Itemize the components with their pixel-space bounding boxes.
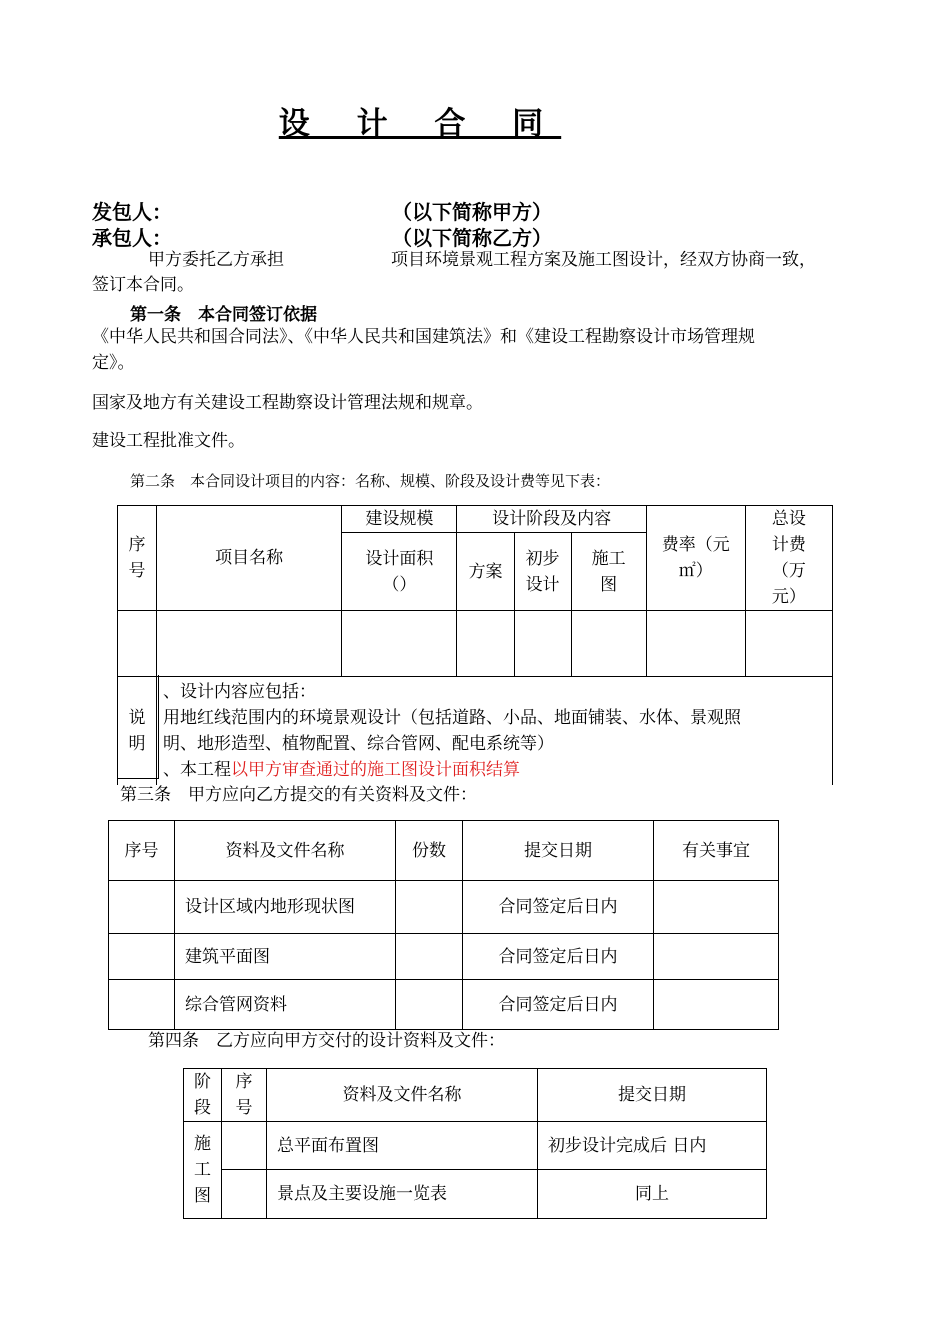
empty-cell [118,611,157,677]
page-title: 设 计 合 同 [278,106,562,142]
note-content [157,677,833,786]
scheme-header: 方案 [457,533,514,611]
total-fee-header: 总设计费（万元） [745,506,832,611]
col-header: 提交日期 [463,821,654,881]
empty-cell [342,611,457,677]
submit-date: 合同签定后日内 [463,934,654,980]
table-row [109,980,779,1030]
col-header: 有关事宜 [654,821,779,881]
empty-cell [457,611,514,677]
article3-heading: 第三条 甲方应向乙方提交的有关资料及文件： [120,785,477,805]
note-line: 、设计内容应包括： [163,682,317,702]
name-header: 资料及文件名称 [267,1069,538,1122]
file-name: 综合管网资料 [175,980,396,1030]
article4-heading: 第四条 乙方应向甲方交付的设计资料及文件： [148,1031,505,1051]
area-header: 设计面积（） [342,533,457,611]
materials-table [108,820,779,1030]
intro-text-b: 项目环境景观工程方案及施工图设计，经双方协商一致， [391,250,816,270]
regulations-text: 国家及地方有关建设工程勘察设计管理法规和规章。 [92,393,483,413]
highlight-text: 以甲方审查通过的施工图设计面积结算 [231,760,521,780]
empty-cell [646,611,745,677]
article2-heading: 第二条 本合同设计项目的内容：名称、规模、阶段及设计费等见下表： [130,472,611,490]
construction-header: 施工图 [571,533,646,611]
submit-date: 同上 [538,1170,767,1219]
contractor-label: 承包人： [92,226,172,250]
scale-header: 建设规模 [342,506,457,533]
laws-line2: 定》。 [92,353,135,373]
submit-date: 合同签定后日内 [463,980,654,1030]
project-table [117,505,833,785]
note-line: 、本工程以甲方审查通过的施工图设计面积结算 [163,760,521,780]
stage-header: 设计阶段及内容 [457,506,646,533]
note-label: 说明 [118,677,157,786]
stage-cell: 施工图 [184,1122,222,1219]
table-row [109,881,779,934]
stage-header: 阶段 [184,1069,222,1122]
col-header: 份数 [396,821,463,881]
intro-text-end: 签订本合同。 [92,275,194,295]
file-name: 设计区域内地形现状图 [175,881,396,934]
intro-text-a: 甲方委托乙方承担 [148,250,284,270]
date-header: 提交日期 [538,1069,767,1122]
submit-date: 初步设计完成后 日内 [538,1122,767,1170]
file-name: 建筑平面图 [175,934,396,980]
file-name: 总平面布置图 [267,1122,538,1170]
submit-date: 合同签定后日内 [463,881,654,934]
empty-cell [157,611,342,677]
note-label-border [117,675,159,779]
table-row [184,1170,767,1219]
col-header: 资料及文件名称 [175,821,396,881]
note-line: 明、地形造型、植物配置、综合管网、配电系统等） [163,734,555,754]
employer-note: （以下简称甲方） [392,200,552,224]
table-row [109,934,779,980]
col-header: 序号 [109,821,175,881]
article1-heading: 第一条 本合同签订依据 [130,305,317,325]
empty-cell [745,611,832,677]
seq-header: 序号 [222,1069,267,1122]
empty-cell [571,611,646,677]
seq-header: 序号 [118,506,157,611]
contractor-note: （以下简称乙方） [392,226,552,250]
empty-cell [514,611,571,677]
note-line: 用地红线范围内的环境景观设计（包括道路、小品、地面铺装、水体、景观照 [163,708,742,728]
table-row [184,1122,767,1170]
rate-header: 费率（元㎡） [646,506,745,611]
laws-line1: 《中华人民共和国合同法》、《中华人民共和国建筑法》和《建设工程勘察设计市场管理规 [92,327,755,347]
name-header: 项目名称 [157,506,342,611]
deliverables-table [183,1068,767,1219]
employer-label: 发包人： [92,200,172,224]
prelim-header: 初步设计 [514,533,571,611]
file-name: 景点及主要设施一览表 [267,1170,538,1219]
approval-text: 建设工程批准文件。 [92,431,245,451]
